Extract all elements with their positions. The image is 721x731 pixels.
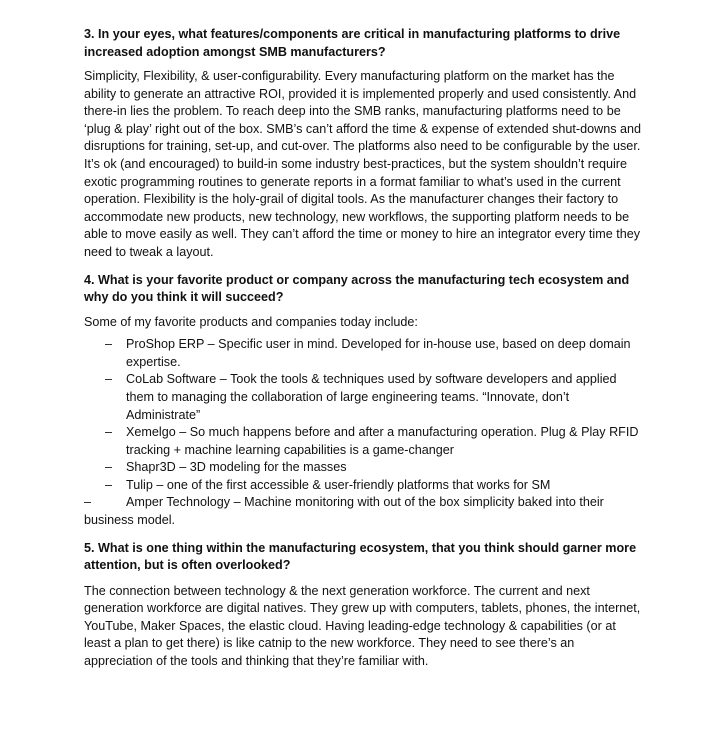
list-item <box>84 477 644 495</box>
list-item <box>84 459 644 477</box>
question-5-heading: 5. What is one thing within the manufacturing ecosystem, that you think should garner more attention, but is often overlooked? <box>84 540 637 573</box>
dash-bullet: – <box>105 425 113 440</box>
list-item <box>84 494 644 529</box>
list-item <box>84 371 644 424</box>
dash-bullet: – <box>84 495 92 510</box>
dash-bullet: – <box>105 372 113 387</box>
list-item-text: Tulip – one of the first accessible & user-friendly platforms that works for SM <box>126 477 551 492</box>
list-item-text: CoLab Software – Took the tools & techniques used by software developers and applied them to managing the collaboration of large engineering teams. “Innovate, don’t Administrate” <box>126 372 617 422</box>
favorites-list <box>84 336 644 530</box>
dash-bullet: – <box>105 460 113 475</box>
document-page <box>84 26 644 671</box>
list-item-text: ProShop ERP – Specific user in mind. Developed for in-house use, based on deep domain expertise. <box>126 337 631 369</box>
list-item <box>84 424 644 459</box>
answer-5-paragraph: The connection between technology & the next generation workforce. The current and next generation workforce are digital natives. They grew up with computers, tablets, phones, the internet, YouTube, Maker Spaces, the elastic cloud. Having leading-edge technology & capabilities (or at least a plan to get there) is like catnip to the new workforce. They need to see there’s an appreciation of the tools and thinking that they’re familiar with. <box>84 583 641 669</box>
dash-bullet: – <box>105 337 113 352</box>
list-item-text: Amper Technology – Machine monitoring with out of the box simplicity baked into their business model. <box>84 495 604 528</box>
question-3-heading: 3. In your eyes, what features/components are critical in manufacturing platforms to drive increased adoption amongst SMB manufacturers? <box>84 27 621 59</box>
dash-bullet: – <box>105 477 113 492</box>
answer-4-intro: Some of my favorite products and companies today include: <box>84 314 418 329</box>
answer-3-paragraph: Simplicity, Flexibility, & user-configurability. Every manufacturing platform on the market has the ability to generate an attractive ROI, provided it is implemented properly and used consistently. And there-in lies the problem. To reach deep into the SMB ranks, manufacturing platforms need to be ‘plug & play’ right out of the box. SMB’s can’t afford the time & expense of extended shut-downs and disruptions for training, set-up, and cut-over. The platforms also need to be configurable by the user. It’s ok (and encouraged) to build-in some industry best-practices, but the system shouldn’t require exotic programming routines to generate reports in a format familiar to what’s used in the current operation. Flexibility is the holy-grail of digital tools. As the manufacturer changes their factory to accommodate new products, new technology, new workflows, the supporting platform needs to be able to move easily as well. They can’t afford the time or money to hire an integrator every time they need to tweak a layout. <box>84 69 642 259</box>
list-item <box>84 336 644 371</box>
list-item-text: Shapr3D – 3D modeling for the masses <box>126 460 347 475</box>
question-4-heading: 4. What is your favorite product or company across the manufacturing tech ecosystem and why do you think it will succeed? <box>84 272 630 305</box>
list-item-text: Xemelgo – So much happens before and after a manufacturing operation. Plug & Play RFID tracking + machine learning capabilities is a game-changer <box>126 425 639 457</box>
